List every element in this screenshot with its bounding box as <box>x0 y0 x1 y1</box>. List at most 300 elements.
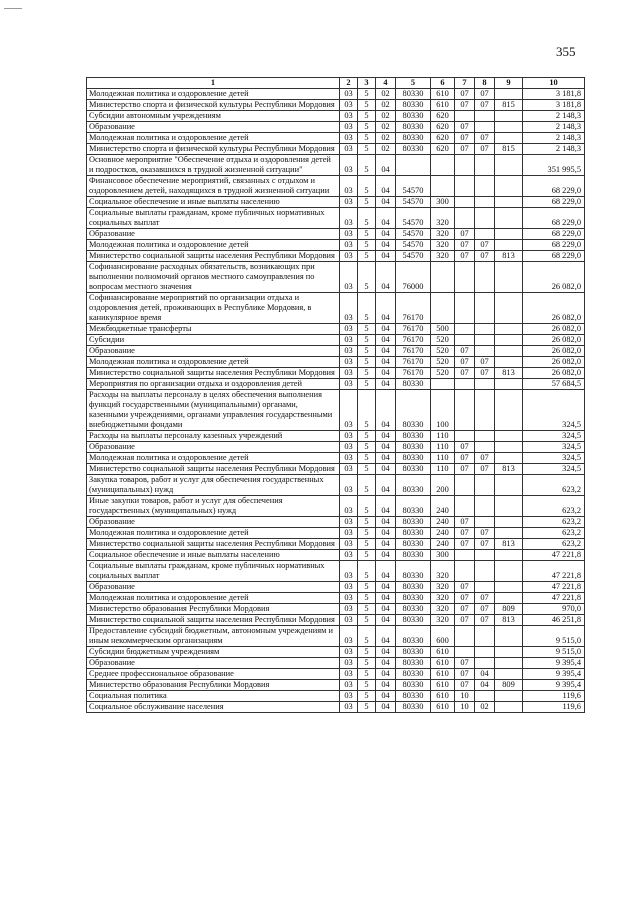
vr-cell: 520 <box>431 357 455 368</box>
rz-cell <box>455 561 475 582</box>
csr4-cell: 80330 <box>396 604 431 615</box>
amount-cell: 68 229,0 <box>523 176 585 197</box>
rz-cell <box>455 293 475 324</box>
csr3-cell: 04 <box>376 390 396 431</box>
pr-cell: 07 <box>475 240 495 251</box>
amount-cell: 46 251,8 <box>523 615 585 626</box>
csr1-cell: 03 <box>340 593 358 604</box>
pr-cell <box>475 691 495 702</box>
csr2-cell: 5 <box>358 89 376 100</box>
pr-cell: 07 <box>475 357 495 368</box>
header-cell-5: 5 <box>396 78 431 89</box>
pr-cell: 07 <box>475 528 495 539</box>
rz-cell: 07 <box>455 357 475 368</box>
grbs-cell <box>495 155 523 176</box>
grbs-cell <box>495 702 523 713</box>
csr1-cell: 03 <box>340 615 358 626</box>
csr3-cell: 04 <box>376 539 396 550</box>
name-cell: Расходы на выплаты персоналу казенных учреждений <box>87 431 340 442</box>
vr-cell: 520 <box>431 335 455 346</box>
vr-cell <box>431 293 455 324</box>
csr4-cell: 54570 <box>396 229 431 240</box>
name-cell: Закупка товаров, работ и услуг для обеспечения государственных (муниципальных) нужд <box>87 475 340 496</box>
vr-cell: 620 <box>431 111 455 122</box>
table-row <box>87 122 585 133</box>
table-row <box>87 615 585 626</box>
amount-cell: 2 148,3 <box>523 122 585 133</box>
grbs-cell <box>495 122 523 133</box>
csr2-cell: 5 <box>358 582 376 593</box>
csr2-cell: 5 <box>358 517 376 528</box>
csr1-cell: 03 <box>340 604 358 615</box>
csr2-cell: 5 <box>358 691 376 702</box>
csr3-cell: 04 <box>376 346 396 357</box>
rz-cell: 07 <box>455 464 475 475</box>
csr3-cell: 04 <box>376 517 396 528</box>
name-cell: Министерство спорта и физической культуры Республики Мордовия <box>87 100 340 111</box>
csr1-cell: 03 <box>340 122 358 133</box>
vr-cell: 300 <box>431 550 455 561</box>
rz-cell <box>455 647 475 658</box>
rz-cell: 07 <box>455 615 475 626</box>
csr4-cell: 80330 <box>396 390 431 431</box>
vr-cell: 320 <box>431 561 455 582</box>
csr2-cell: 5 <box>358 680 376 691</box>
name-cell: Финансовое обеспечение мероприятий, связанных с отдыхом и оздоровлением детей, находящихся в трудной жизненной ситуации <box>87 176 340 197</box>
pr-cell <box>475 561 495 582</box>
header-cell-3: 3 <box>358 78 376 89</box>
rz-cell: 07 <box>455 604 475 615</box>
csr2-cell: 5 <box>358 442 376 453</box>
grbs-cell <box>495 89 523 100</box>
csr4-cell: 80330 <box>396 100 431 111</box>
csr4-cell: 80330 <box>396 144 431 155</box>
pr-cell <box>475 390 495 431</box>
amount-cell: 970,0 <box>523 604 585 615</box>
table-row <box>87 464 585 475</box>
amount-cell: 9 515,0 <box>523 626 585 647</box>
name-cell: Министерство социальной защиты населения Республики Мордовия <box>87 251 340 262</box>
rz-cell <box>455 155 475 176</box>
grbs-cell: 813 <box>495 464 523 475</box>
csr1-cell: 03 <box>340 379 358 390</box>
table-row <box>87 133 585 144</box>
csr2-cell: 5 <box>358 335 376 346</box>
vr-cell: 320 <box>431 208 455 229</box>
name-cell: Молодежная политика и оздоровление детей <box>87 453 340 464</box>
csr4-cell: 80330 <box>396 615 431 626</box>
csr4-cell: 80330 <box>396 475 431 496</box>
rz-cell: 07 <box>455 100 475 111</box>
csr3-cell: 04 <box>376 357 396 368</box>
grbs-cell <box>495 626 523 647</box>
amount-cell: 68 229,0 <box>523 251 585 262</box>
rz-cell: 07 <box>455 593 475 604</box>
pr-cell <box>475 658 495 669</box>
header-cell-7: 7 <box>455 78 475 89</box>
amount-cell: 9 395,4 <box>523 669 585 680</box>
vr-cell: 110 <box>431 431 455 442</box>
csr3-cell: 02 <box>376 122 396 133</box>
csr4-cell: 80330 <box>396 379 431 390</box>
name-cell: Образование <box>87 442 340 453</box>
csr2-cell: 5 <box>358 550 376 561</box>
rz-cell: 10 <box>455 702 475 713</box>
csr3-cell: 04 <box>376 262 396 293</box>
table-row <box>87 324 585 335</box>
name-cell: Социальная политика <box>87 691 340 702</box>
vr-cell: 520 <box>431 368 455 379</box>
amount-cell: 324,5 <box>523 431 585 442</box>
grbs-cell <box>495 528 523 539</box>
rz-cell: 07 <box>455 133 475 144</box>
table-row <box>87 647 585 658</box>
csr1-cell: 03 <box>340 464 358 475</box>
csr3-cell: 04 <box>376 604 396 615</box>
name-cell: Социальное обеспечение и иные выплаты населению <box>87 550 340 561</box>
table-row <box>87 702 585 713</box>
csr2-cell: 5 <box>358 346 376 357</box>
rz-cell: 07 <box>455 658 475 669</box>
csr1-cell: 03 <box>340 133 358 144</box>
pr-cell: 07 <box>475 100 495 111</box>
csr3-cell: 04 <box>376 324 396 335</box>
table-row <box>87 475 585 496</box>
csr3-cell: 04 <box>376 431 396 442</box>
csr4-cell: 54570 <box>396 251 431 262</box>
vr-cell: 240 <box>431 517 455 528</box>
amount-cell: 9 395,4 <box>523 680 585 691</box>
name-cell: Министерство образования Республики Мордовия <box>87 680 340 691</box>
rz-cell <box>455 390 475 431</box>
vr-cell: 620 <box>431 144 455 155</box>
pr-cell <box>475 582 495 593</box>
csr2-cell: 5 <box>358 324 376 335</box>
rz-cell: 07 <box>455 251 475 262</box>
csr3-cell: 04 <box>376 464 396 475</box>
csr4-cell: 80330 <box>396 133 431 144</box>
csr3-cell: 02 <box>376 144 396 155</box>
grbs-cell <box>495 335 523 346</box>
csr1-cell: 03 <box>340 293 358 324</box>
table-row <box>87 431 585 442</box>
csr1-cell: 03 <box>340 208 358 229</box>
rz-cell <box>455 176 475 197</box>
table-row <box>87 208 585 229</box>
csr1-cell: 03 <box>340 702 358 713</box>
vr-cell: 110 <box>431 464 455 475</box>
csr1-cell: 03 <box>340 658 358 669</box>
table-row <box>87 111 585 122</box>
rz-cell: 07 <box>455 122 475 133</box>
grbs-cell <box>495 229 523 240</box>
name-cell: Основное мероприятие "Обеспечение отдыха и оздоровления детей и подростков, оказавшихся в трудной жизненной ситуации" <box>87 155 340 176</box>
rz-cell <box>455 335 475 346</box>
pr-cell <box>475 442 495 453</box>
csr1-cell: 03 <box>340 528 358 539</box>
rz-cell: 10 <box>455 691 475 702</box>
vr-cell: 500 <box>431 324 455 335</box>
csr4-cell: 76000 <box>396 262 431 293</box>
csr4-cell: 80330 <box>396 691 431 702</box>
grbs-cell <box>495 496 523 517</box>
name-cell: Министерство социальной защиты населения Республики Мордовия <box>87 464 340 475</box>
header-cell-10: 10 <box>523 78 585 89</box>
amount-cell: 324,5 <box>523 390 585 431</box>
amount-cell: 119,6 <box>523 691 585 702</box>
csr2-cell: 5 <box>358 176 376 197</box>
amount-cell: 26 082,0 <box>523 335 585 346</box>
amount-cell: 47 221,8 <box>523 561 585 582</box>
csr4-cell: 76170 <box>396 335 431 346</box>
csr2-cell: 5 <box>358 240 376 251</box>
amount-cell: 57 684,5 <box>523 379 585 390</box>
grbs-cell: 813 <box>495 539 523 550</box>
grbs-cell <box>495 262 523 293</box>
name-cell: Социальное обслуживание населения <box>87 702 340 713</box>
amount-cell: 26 082,0 <box>523 262 585 293</box>
csr2-cell: 5 <box>358 528 376 539</box>
pr-cell: 07 <box>475 593 495 604</box>
csr4-cell: 80330 <box>396 111 431 122</box>
csr3-cell: 02 <box>376 89 396 100</box>
csr4-cell: 80330 <box>396 669 431 680</box>
csr2-cell: 5 <box>358 379 376 390</box>
csr3-cell: 04 <box>376 453 396 464</box>
pr-cell <box>475 197 495 208</box>
rz-cell <box>455 197 475 208</box>
amount-cell: 623,2 <box>523 539 585 550</box>
csr3-cell: 04 <box>376 528 396 539</box>
table-row <box>87 561 585 582</box>
csr3-cell: 04 <box>376 669 396 680</box>
name-cell: Расходы на выплаты персоналу в целях обеспечения выполнения функций государственными (муниципальными) органами, казенными учреждениями, органами управления государственными внебюджетными фондами <box>87 390 340 431</box>
name-cell: Министерство образования Республики Мордовия <box>87 604 340 615</box>
vr-cell: 520 <box>431 346 455 357</box>
grbs-cell <box>495 658 523 669</box>
grbs-cell <box>495 357 523 368</box>
amount-cell: 3 181,8 <box>523 89 585 100</box>
csr3-cell: 04 <box>376 615 396 626</box>
name-cell: Субсидии автономным учреждениям <box>87 111 340 122</box>
grbs-cell <box>495 133 523 144</box>
csr3-cell: 04 <box>376 550 396 561</box>
csr1-cell: 03 <box>340 368 358 379</box>
csr4-cell: 54570 <box>396 176 431 197</box>
grbs-cell <box>495 550 523 561</box>
csr4-cell: 80330 <box>396 561 431 582</box>
vr-cell: 610 <box>431 680 455 691</box>
table-row <box>87 100 585 111</box>
pr-cell: 07 <box>475 133 495 144</box>
csr2-cell: 5 <box>358 111 376 122</box>
vr-cell: 110 <box>431 442 455 453</box>
vr-cell: 320 <box>431 240 455 251</box>
csr2-cell: 5 <box>358 658 376 669</box>
csr3-cell: 04 <box>376 561 396 582</box>
name-cell: Социальные выплаты гражданам, кроме публичных нормативных социальных выплат <box>87 561 340 582</box>
csr1-cell: 03 <box>340 100 358 111</box>
name-cell: Образование <box>87 582 340 593</box>
pr-cell <box>475 155 495 176</box>
csr2-cell: 5 <box>358 357 376 368</box>
amount-cell: 68 229,0 <box>523 229 585 240</box>
csr4-cell: 80330 <box>396 122 431 133</box>
csr2-cell: 5 <box>358 293 376 324</box>
csr2-cell: 5 <box>358 496 376 517</box>
csr4-cell: 76170 <box>396 357 431 368</box>
csr4-cell: 80330 <box>396 517 431 528</box>
table-row <box>87 658 585 669</box>
name-cell: Образование <box>87 346 340 357</box>
csr2-cell: 5 <box>358 368 376 379</box>
csr4-cell: 80330 <box>396 464 431 475</box>
table-row <box>87 669 585 680</box>
amount-cell: 623,2 <box>523 496 585 517</box>
csr2-cell: 5 <box>358 593 376 604</box>
pr-cell <box>475 626 495 647</box>
amount-cell: 26 082,0 <box>523 293 585 324</box>
table-row <box>87 379 585 390</box>
csr2-cell: 5 <box>358 561 376 582</box>
rz-cell: 07 <box>455 539 475 550</box>
rz-cell <box>455 111 475 122</box>
name-cell: Мероприятия по организации отдыха и оздоровления детей <box>87 379 340 390</box>
amount-cell: 119,6 <box>523 702 585 713</box>
rz-cell: 07 <box>455 144 475 155</box>
rz-cell <box>455 496 475 517</box>
grbs-cell: 809 <box>495 604 523 615</box>
header-cell-8: 8 <box>475 78 495 89</box>
csr2-cell: 5 <box>358 539 376 550</box>
csr3-cell: 04 <box>376 626 396 647</box>
amount-cell: 68 229,0 <box>523 208 585 229</box>
amount-cell: 623,2 <box>523 528 585 539</box>
csr1-cell: 03 <box>340 262 358 293</box>
grbs-cell <box>495 379 523 390</box>
grbs-cell <box>495 240 523 251</box>
name-cell: Социальные выплаты гражданам, кроме публичных нормативных социальных выплат <box>87 208 340 229</box>
header-cell-9: 9 <box>495 78 523 89</box>
pr-cell: 07 <box>475 615 495 626</box>
csr1-cell: 03 <box>340 176 358 197</box>
name-cell: Молодежная политика и оздоровление детей <box>87 89 340 100</box>
csr4-cell: 80330 <box>396 453 431 464</box>
pr-cell <box>475 647 495 658</box>
vr-cell: 320 <box>431 582 455 593</box>
csr2-cell: 5 <box>358 144 376 155</box>
name-cell: Молодежная политика и оздоровление детей <box>87 357 340 368</box>
vr-cell: 610 <box>431 669 455 680</box>
vr-cell: 620 <box>431 122 455 133</box>
csr1-cell: 03 <box>340 539 358 550</box>
csr1-cell: 03 <box>340 197 358 208</box>
name-cell: Иные закупки товаров, работ и услуг для обеспечения государственных (муниципальных) нужд <box>87 496 340 517</box>
name-cell: Предоставление субсидий бюджетным, автономным учреждениям и иным некоммерческим организациям <box>87 626 340 647</box>
csr1-cell: 03 <box>340 669 358 680</box>
table-row <box>87 442 585 453</box>
pr-cell: 07 <box>475 604 495 615</box>
vr-cell: 610 <box>431 691 455 702</box>
csr2-cell: 5 <box>358 702 376 713</box>
name-cell: Социальное обеспечение и иные выплаты населению <box>87 197 340 208</box>
table-row <box>87 357 585 368</box>
pr-cell <box>475 229 495 240</box>
rz-cell <box>455 262 475 293</box>
table-row <box>87 593 585 604</box>
pr-cell <box>475 208 495 229</box>
table-row <box>87 528 585 539</box>
table-row <box>87 517 585 528</box>
csr2-cell: 5 <box>358 229 376 240</box>
vr-cell <box>431 262 455 293</box>
table-row <box>87 368 585 379</box>
table-row <box>87 496 585 517</box>
pr-cell <box>475 324 495 335</box>
pr-cell <box>475 496 495 517</box>
csr1-cell: 03 <box>340 453 358 464</box>
csr4-cell: 80330 <box>396 593 431 604</box>
vr-cell: 610 <box>431 89 455 100</box>
csr1-cell: 03 <box>340 442 358 453</box>
rz-cell: 07 <box>455 346 475 357</box>
csr4-cell: 80330 <box>396 442 431 453</box>
table-row <box>87 240 585 251</box>
csr1-cell: 03 <box>340 550 358 561</box>
csr3-cell: 04 <box>376 293 396 324</box>
grbs-cell <box>495 293 523 324</box>
csr1-cell: 03 <box>340 251 358 262</box>
grbs-cell <box>495 324 523 335</box>
name-cell: Молодежная политика и оздоровление детей <box>87 528 340 539</box>
csr1-cell: 03 <box>340 111 358 122</box>
csr3-cell: 04 <box>376 702 396 713</box>
pr-cell <box>475 475 495 496</box>
pr-cell <box>475 379 495 390</box>
amount-cell: 26 082,0 <box>523 346 585 357</box>
csr1-cell: 03 <box>340 89 358 100</box>
pr-cell <box>475 346 495 357</box>
name-cell: Молодежная политика и оздоровление детей <box>87 593 340 604</box>
table-row <box>87 335 585 346</box>
rz-cell <box>455 475 475 496</box>
pr-cell <box>475 550 495 561</box>
csr3-cell: 02 <box>376 100 396 111</box>
csr2-cell: 5 <box>358 133 376 144</box>
grbs-cell: 813 <box>495 615 523 626</box>
csr2-cell: 5 <box>358 155 376 176</box>
grbs-cell <box>495 390 523 431</box>
csr4-cell: 54570 <box>396 197 431 208</box>
table-row <box>87 144 585 155</box>
vr-cell <box>431 176 455 197</box>
csr3-cell: 02 <box>376 133 396 144</box>
csr3-cell: 04 <box>376 496 396 517</box>
pr-cell: 02 <box>475 702 495 713</box>
grbs-cell <box>495 346 523 357</box>
amount-cell: 47 221,8 <box>523 582 585 593</box>
csr1-cell: 03 <box>340 357 358 368</box>
csr2-cell: 5 <box>358 262 376 293</box>
rz-cell: 07 <box>455 582 475 593</box>
name-cell: Софинансирование расходных обязательств, возникающих при выполнении полномочий органов местного самоуправления по вопросам местного значения <box>87 262 340 293</box>
rz-cell: 07 <box>455 442 475 453</box>
csr4-cell: 80330 <box>396 582 431 593</box>
table-row <box>87 604 585 615</box>
amount-cell: 9 395,4 <box>523 658 585 669</box>
pr-cell <box>475 431 495 442</box>
csr1-cell: 03 <box>340 582 358 593</box>
